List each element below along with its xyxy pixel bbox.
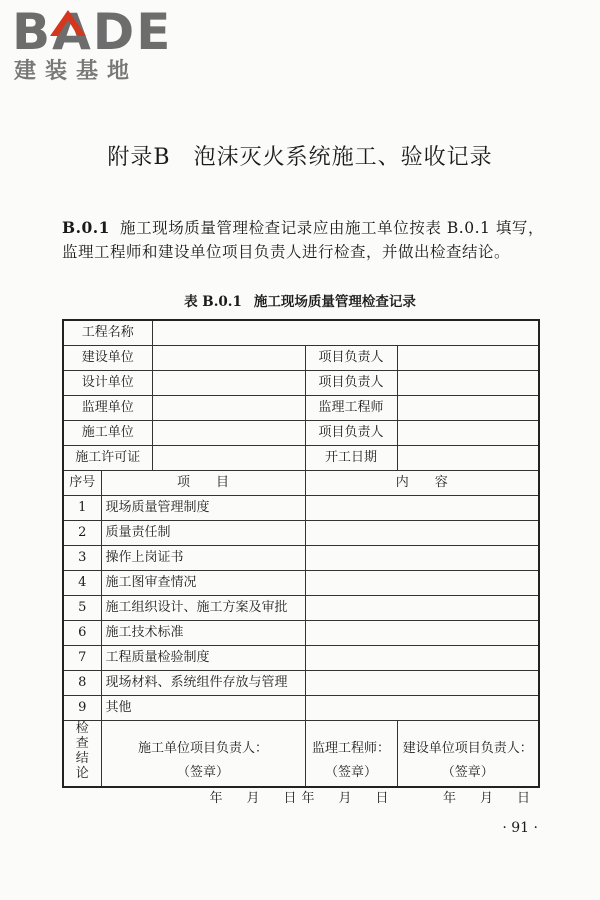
item-name: 施工技术标准 <box>101 621 305 646</box>
date-line: 年 月 日 <box>301 791 389 806</box>
seal-label: （签章） <box>441 765 494 780</box>
signer-role: 监理工程师： <box>312 741 391 756</box>
field-label: 设计单位 <box>63 371 152 396</box>
field-value-cell[interactable] <box>152 371 305 396</box>
field-value-cell[interactable] <box>397 371 539 396</box>
logo-subtitle: 建装基地 <box>14 59 139 84</box>
item-name: 操作上岗证书 <box>101 546 305 571</box>
item-number: 7 <box>63 646 101 671</box>
signature-cell-supervisor[interactable] <box>301 721 397 806</box>
conclusion-label: 检查结论 <box>75 721 89 781</box>
table-row <box>63 371 539 396</box>
logo-wordmark: BADE <box>12 3 173 61</box>
item-content-cell[interactable] <box>305 496 539 521</box>
item-number: 4 <box>63 571 101 596</box>
item-content-cell[interactable] <box>305 596 539 621</box>
appendix-title: 附录B 泡沫灭火系统施工、验收记录 <box>107 145 493 170</box>
table-caption <box>0 292 600 312</box>
item-content-cell[interactable] <box>305 521 539 546</box>
clause-paragraph <box>62 216 544 264</box>
item-name: 施工组织设计、施工方案及审批 <box>101 596 305 621</box>
clause-number: B.0.1 <box>62 218 110 237</box>
item-number: 6 <box>63 621 101 646</box>
field-label: 项目负责人 <box>305 371 397 396</box>
item-name: 现场质量管理制度 <box>101 496 305 521</box>
table-row <box>63 671 539 696</box>
field-label: 开工日期 <box>305 446 397 471</box>
seal-label: （签章） <box>177 765 230 780</box>
item-name: 工程质量检验制度 <box>101 646 305 671</box>
field-value-cell[interactable] <box>152 446 305 471</box>
item-name: 其他 <box>101 696 305 721</box>
table-row <box>63 646 539 671</box>
table-row <box>63 571 539 596</box>
signer-role: 施工单位项目负责人： <box>138 741 269 756</box>
field-value-cell[interactable] <box>397 346 539 371</box>
field-value-cell[interactable] <box>152 421 305 446</box>
item-name: 质量责任制 <box>101 521 305 546</box>
table-row <box>63 396 539 421</box>
quality-management-record-table <box>62 319 540 806</box>
field-value-cell[interactable] <box>397 421 539 446</box>
table-row <box>63 446 539 471</box>
item-number: 5 <box>63 596 101 621</box>
item-content-cell[interactable] <box>305 571 539 596</box>
column-header-content: 内 容 <box>305 471 539 496</box>
column-header-item: 项 目 <box>101 471 305 496</box>
field-label: 项目负责人 <box>305 421 397 446</box>
item-content-cell[interactable] <box>305 621 539 646</box>
item-content-cell[interactable] <box>305 646 539 671</box>
table-row <box>63 521 539 546</box>
item-name: 现场材料、系统组件存放与管理 <box>101 671 305 696</box>
publisher-logo <box>8 4 188 88</box>
field-label: 工程名称 <box>63 320 152 346</box>
field-label: 建设单位 <box>63 346 152 371</box>
signer-role: 建设单位项目负责人： <box>402 741 533 756</box>
table-number: 表 B.0.1 <box>184 294 242 310</box>
item-name: 施工图审查情况 <box>101 571 305 596</box>
table-row <box>63 496 539 521</box>
field-value-cell[interactable] <box>152 346 305 371</box>
item-number: 3 <box>63 546 101 571</box>
table-row <box>63 346 539 371</box>
conclusion-row <box>63 721 539 788</box>
field-label: 监理单位 <box>63 396 152 421</box>
table-row <box>63 421 539 446</box>
date-line: 年 月 日 <box>443 791 531 806</box>
field-value-cell[interactable] <box>397 396 539 421</box>
signature-cell-contractor[interactable] <box>101 721 305 806</box>
field-value-cell[interactable] <box>152 396 305 421</box>
item-content-cell[interactable] <box>305 696 539 721</box>
column-header-seq: 序号 <box>63 471 101 496</box>
clause-text: 施工现场质量管理检查记录应由施工单位按表 B.0.1 填写，监理工程师和建设单位项目负责人进行检查，并做出检查结论。 <box>62 219 544 261</box>
table-row <box>63 621 539 646</box>
conclusion-label-cell <box>63 721 101 788</box>
field-label: 监理工程师 <box>305 396 397 421</box>
item-number: 8 <box>63 671 101 696</box>
field-label: 施工许可证 <box>63 446 152 471</box>
item-number: 9 <box>63 696 101 721</box>
table-title: 施工现场质量管理检查记录 <box>253 294 416 310</box>
field-label: 项目负责人 <box>305 346 397 371</box>
column-header-row <box>63 471 539 496</box>
item-content-cell[interactable] <box>305 546 539 571</box>
field-value-cell[interactable] <box>397 446 539 471</box>
signature-cell-owner[interactable] <box>397 721 539 806</box>
logo-chevron-icon <box>48 8 88 38</box>
table-row <box>63 696 539 721</box>
table-row <box>63 596 539 621</box>
table-row <box>63 546 539 571</box>
field-label: 施工单位 <box>63 421 152 446</box>
field-value-cell[interactable] <box>152 320 539 346</box>
seal-label: （签章） <box>325 765 378 780</box>
item-number: 2 <box>63 521 101 546</box>
page-number: · 91 · <box>502 820 538 836</box>
item-number: 1 <box>63 496 101 521</box>
table-row <box>63 320 539 346</box>
date-line: 年 月 日 <box>209 791 297 806</box>
item-content-cell[interactable] <box>305 671 539 696</box>
